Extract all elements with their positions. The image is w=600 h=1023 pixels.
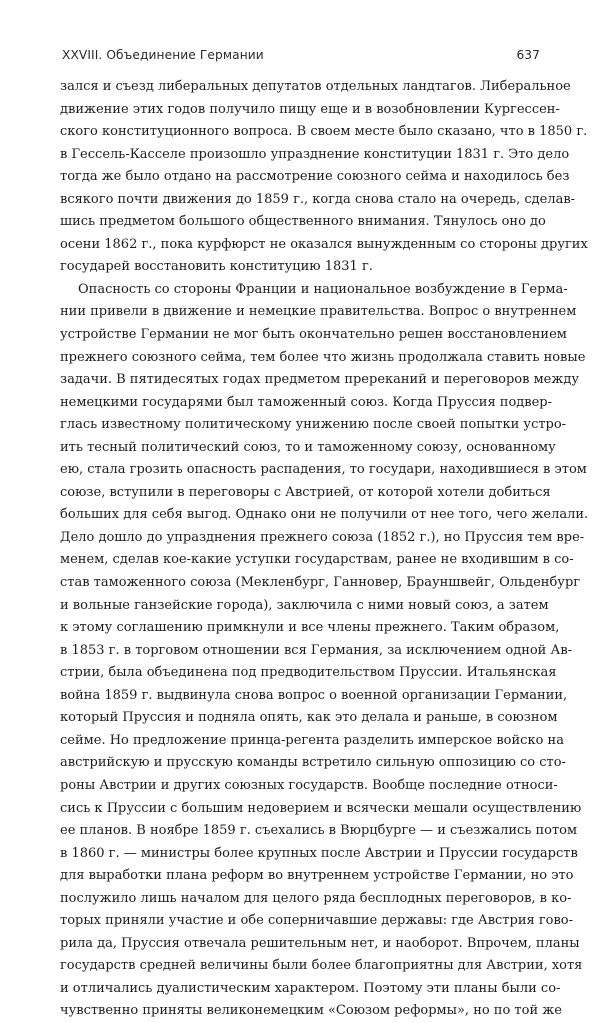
text-line: в Гессель-Касселе произошло упразднение конституции 1831 г. Это дело bbox=[60, 146, 570, 162]
text-line: больших для себя выгод. Однако они не получили от нее того, чего желали. bbox=[60, 507, 589, 523]
text-line: австрийскую и прусскую команды встретило сильную оппозицию со сто- bbox=[60, 755, 566, 771]
text-line: ею, стала грозить опасность распадения, то государи, находившиеся в этом bbox=[60, 462, 587, 478]
page-number: 637 bbox=[516, 48, 540, 62]
text-line: рила да, Пруссия отвечала решительным нет, и наоборот. Впрочем, планы bbox=[60, 935, 580, 951]
text-line: для выработки плана реформ во внутреннем устройстве Германии, но это bbox=[60, 868, 574, 884]
text-line: Опасность со стороны Франции и национальное возбуждение в Герма- bbox=[78, 281, 568, 297]
text-line: союзе, вступили в переговоры с Австрией, от которой хотели добиться bbox=[60, 484, 551, 500]
text-line: и отличались дуалистическим характером. Поэтому эти планы были со- bbox=[60, 980, 561, 996]
text-line: торых приняли участие и обе соперничавшие державы: где Австрия гово- bbox=[60, 913, 573, 929]
text-line: движение этих годов получило пищу еще и в возобновлении Кургессен- bbox=[60, 101, 560, 117]
text-line: к этому соглашению примкнули и все члены прежнего. Таким образом, bbox=[60, 620, 560, 636]
running-header bbox=[62, 48, 540, 68]
text-line: Дело дошло до упразднения прежнего союза (1852 г.), но Пруссия тем вре- bbox=[60, 529, 585, 545]
text-line: война 1859 г. выдвинула снова вопрос о военной организации Германии, bbox=[60, 687, 568, 703]
text-line: тогда же было отдано на рассмотрение союзного сейма и находилось без bbox=[60, 169, 570, 185]
text-line: чувственно приняты великонемецким «Союзом реформы», но по той же bbox=[60, 1003, 562, 1019]
text-line: стрии, была объединена под предводительством Пруссии. Итальянская bbox=[60, 665, 557, 681]
text-line: зался и съезд либеральных депутатов отдельных ландтагов. Либеральное bbox=[60, 79, 571, 94]
text-line: сись к Пруссии с большим недоверием и всячески мешали осуществлению bbox=[60, 800, 582, 816]
text-line: шись предметом большого общественного внимания. Тянулось оно до bbox=[60, 214, 546, 230]
text-line: государей восстановить конституцию 1831 г. bbox=[60, 259, 373, 275]
text-line: став таможенного союза (Мекленбург, Ганновер, Брауншвейг, Ольденбург bbox=[60, 575, 581, 591]
text-line: сейме. Но предложение принца-регента разделить имперское войско на bbox=[60, 732, 564, 748]
text-line: ить тесный политический союз, то и таможенному союзу, основанному bbox=[60, 439, 556, 455]
text-line: ского конституционного вопроса. В своем месте было сказано, что в 1850 г. bbox=[60, 124, 588, 140]
text-line: государств средней величины были более благоприятны для Австрии, хотя bbox=[60, 958, 583, 974]
text-line: послужило лишь началом для целого ряда бесплодных переговоров, в ко- bbox=[60, 890, 572, 906]
text-line: менем, сделав кое-какие уступки государствам, ранее не входившим в со- bbox=[60, 552, 574, 568]
text-line: нии привели в движение и немецкие правительства. Вопрос о внутреннем bbox=[60, 304, 577, 320]
paragraph bbox=[60, 76, 588, 279]
text-line: осени 1862 г., пока курфюрст не оказался вынужденным со стороны других bbox=[60, 236, 588, 252]
text-line: ее планов. В ноябре 1859 г. съехались в Вюрцбурге — и съезжались потом bbox=[60, 823, 578, 839]
body-text bbox=[60, 76, 589, 1023]
text-line: в 1860 г. — министры более крупных после Австрии и Пруссии государств bbox=[60, 845, 578, 861]
text-line: глась известному политическому унижению после своей попытки устро- bbox=[60, 417, 567, 433]
text-line: который Пруссия и подняла опять, как это делала и раньше, в союзном bbox=[60, 710, 558, 726]
text-line: устройстве Германии не мог быть окончательно решен восстановлением bbox=[60, 327, 567, 343]
text-line: роны Австрии и других союзных государств. Вообще последние относи- bbox=[60, 777, 558, 793]
text-line: и вольные ганзейские города), заключила с ними новый союз, а затем bbox=[60, 597, 549, 613]
text-line: задачи. В пятидесятых годах предметом пререканий и переговоров между bbox=[60, 372, 579, 388]
text-line: в 1853 г. в торговом отношении вся Германия, за исключением одной Ав- bbox=[60, 642, 573, 658]
paragraph bbox=[60, 279, 589, 1023]
text-line: прежнего союзного сейма, тем более что жизнь продолжала ставить новые bbox=[60, 349, 586, 365]
chapter-title: XXVIII. Объединение Германии bbox=[62, 48, 264, 62]
text-line: немецкими государями был таможенный союз. Когда Пруссия подвер- bbox=[60, 394, 553, 410]
text-line: всякого почти движения до 1859 г., когда снова стало на очередь, сделав- bbox=[60, 191, 576, 207]
